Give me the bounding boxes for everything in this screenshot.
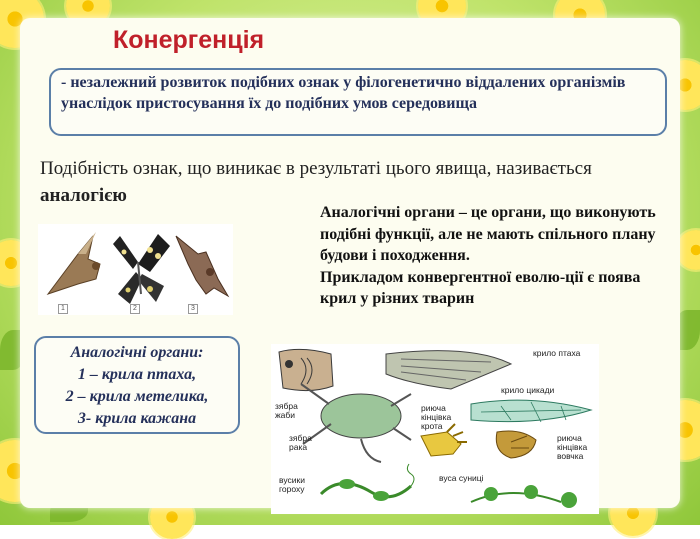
wings-illustration	[38, 224, 233, 315]
bat-wing-image	[176, 236, 228, 296]
bird-wing-drawing	[386, 351, 511, 389]
cicada-wing-drawing	[471, 400, 591, 422]
analogous-organs-text	[320, 202, 660, 310]
figure-number-1: 1	[58, 304, 68, 314]
label-crayfish-gills: зябра рака	[289, 433, 312, 452]
slide-title: Конергенція	[113, 26, 265, 54]
butterfly-wing-image	[113, 234, 170, 304]
crayfish-gills-image	[301, 384, 411, 462]
organs-definition: – це органи, що виконують подібні функції, але не мають спільного плану будови і походження.	[320, 204, 656, 264]
label-mole-limb: риюча кінцівка крота	[421, 403, 452, 431]
caption-box	[34, 336, 240, 434]
frog-gills-image	[279, 349, 333, 390]
intro-text	[40, 155, 620, 209]
label-frog-gills: зябра жаби	[275, 401, 298, 420]
bird-wing-image	[48, 232, 100, 294]
label-strawberry-runners: вуса суниці	[439, 473, 484, 483]
label-bird-wing: крило птаха	[533, 348, 581, 358]
analogous-organs-illustration	[271, 344, 599, 514]
organs-example: Прикладом конвергентної еволю-ції є поява крил у різних тварин	[320, 268, 641, 307]
label-pea-tendrils: вусики гороху	[279, 475, 305, 494]
caption-line: 1 – крила птаха,	[77, 366, 197, 383]
strawberry-runners-image	[471, 485, 577, 508]
cricket-limb-image	[496, 431, 536, 458]
label-cicada-wing: крило цикади	[501, 385, 555, 395]
definition-text: - незалежний розвиток подібних ознак у філогенетично віддалених організмів унаслідок пристосування їх до подібних умов середовища	[61, 74, 626, 112]
definition-box	[49, 68, 667, 136]
caption-line: 3- крила кажана	[77, 410, 197, 427]
figure-number-3: 3	[188, 304, 198, 314]
wings-drawing	[38, 224, 233, 315]
pea-tendrils-image	[321, 464, 414, 501]
figure-number-2: 2	[130, 304, 140, 314]
label-cricket-limb: риюча кінцівка вовчка	[557, 433, 588, 461]
intro-term: аналогією	[40, 185, 127, 206]
caption-line: 2 – крила метелика,	[65, 388, 209, 405]
organs-heading: Аналогічні органи	[320, 204, 455, 221]
caption-heading: Аналогічні органи:	[70, 344, 204, 361]
intro-sentence: Подібність ознак, що виникає в результаті цього явища, називається	[40, 158, 592, 179]
